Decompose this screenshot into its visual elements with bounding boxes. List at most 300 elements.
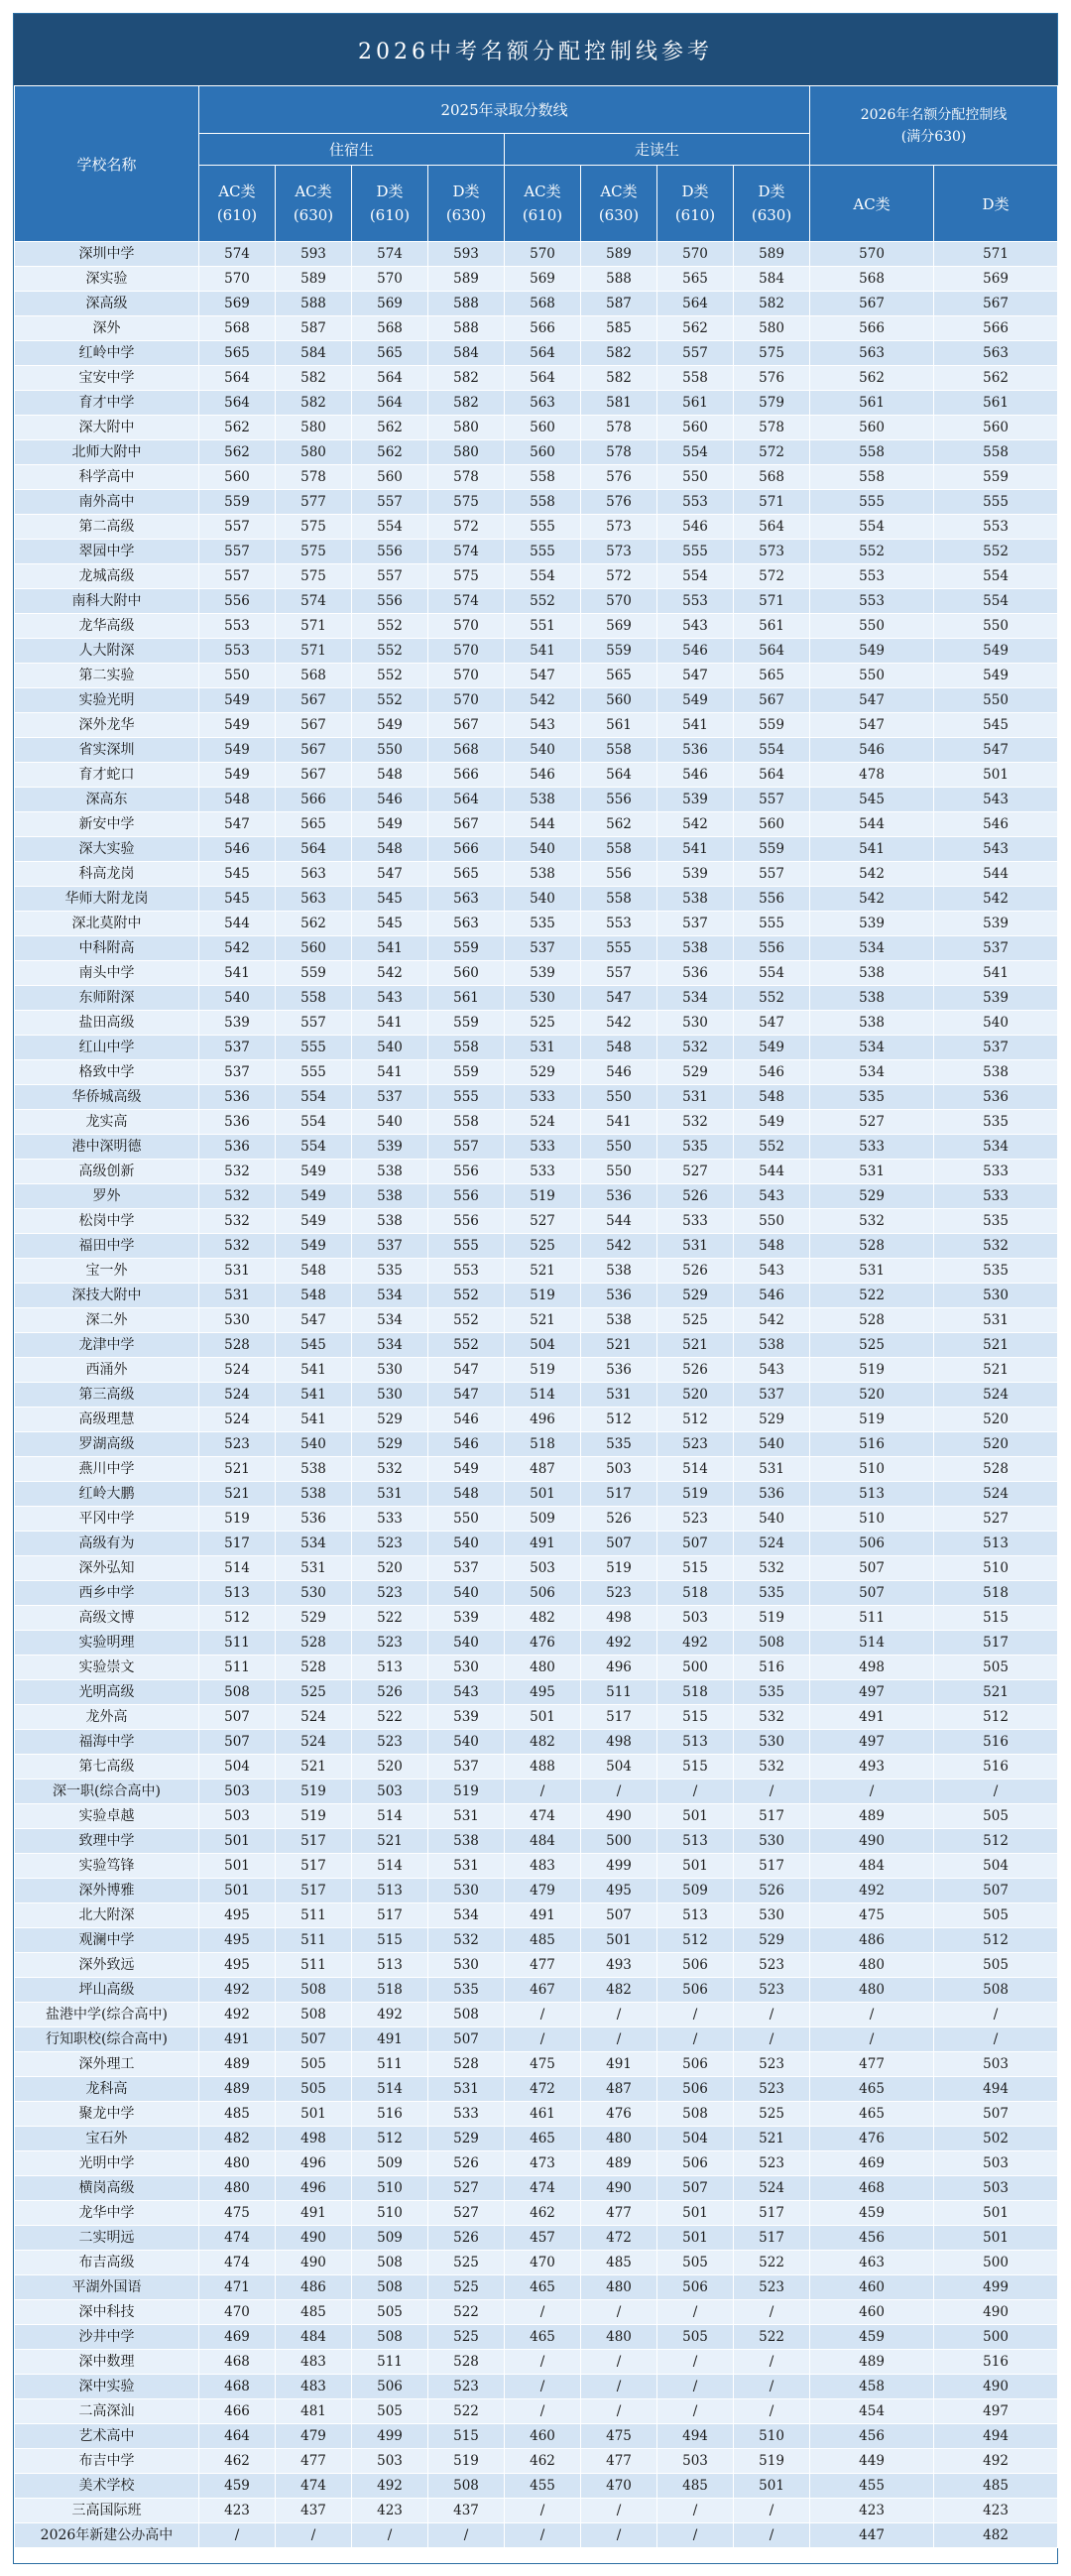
school-name-cell: 实验崇文: [15, 1656, 199, 1680]
score-cell: 570: [428, 688, 505, 713]
score-cell: /: [581, 2003, 657, 2027]
score-cell: 517: [581, 1482, 657, 1507]
school-name-cell: 南外高中: [15, 490, 199, 515]
score-cell: 524: [934, 1383, 1058, 1408]
header-2025-col: AC类 (630): [276, 166, 352, 242]
school-name-cell: 省实深圳: [15, 738, 199, 763]
score-cell: /: [505, 2027, 581, 2052]
score-cell: 492: [581, 1631, 657, 1656]
table-row: [15, 639, 1058, 664]
score-cell: 555: [810, 490, 934, 515]
score-cell: 460: [505, 2424, 581, 2449]
score-cell: 579: [734, 391, 810, 416]
score-cell: 517: [276, 1854, 352, 1879]
score-cell: /: [734, 2375, 810, 2399]
score-cell: 541: [581, 1110, 657, 1135]
score-cell: 554: [934, 589, 1058, 614]
score-cell: 511: [352, 2350, 428, 2375]
score-cell: 548: [199, 788, 276, 812]
score-cell: 538: [934, 1060, 1058, 1085]
score-cell: 569: [581, 614, 657, 639]
score-cell: 513: [657, 1903, 734, 1928]
score-cell: 531: [505, 1036, 581, 1060]
score-cell: 495: [199, 1953, 276, 1978]
table-row: [15, 763, 1058, 788]
score-cell: 536: [734, 1482, 810, 1507]
header-2025-col: D类 (630): [428, 166, 505, 242]
score-cell: 530: [657, 1011, 734, 1036]
score-cell: 554: [657, 440, 734, 465]
score-cell: 531: [428, 2077, 505, 2102]
table-row: [15, 490, 1058, 515]
score-cell: 564: [505, 341, 581, 366]
school-name-cell: 育才蛇口: [15, 763, 199, 788]
score-cell: 525: [428, 2325, 505, 2350]
score-cell: 505: [276, 2052, 352, 2077]
score-cell: 526: [428, 2151, 505, 2176]
score-cell: 559: [581, 639, 657, 664]
page-frame: [13, 13, 1058, 2564]
score-cell: 521: [199, 1457, 276, 1482]
score-cell: 524: [199, 1358, 276, 1383]
school-name-cell: 艺术高中: [15, 2424, 199, 2449]
score-cell: 484: [810, 1854, 934, 1879]
table-row: [15, 1011, 1058, 1036]
score-cell: 558: [428, 1110, 505, 1135]
score-cell: 537: [657, 912, 734, 936]
score-cell: 538: [657, 936, 734, 961]
score-cell: 572: [734, 440, 810, 465]
score-cell: 529: [734, 1408, 810, 1432]
score-cell: 539: [657, 862, 734, 887]
header-2025-col: D类 (630): [734, 166, 810, 242]
score-cell: 567: [810, 292, 934, 316]
score-cell: 511: [276, 1928, 352, 1953]
score-cell: 562: [581, 812, 657, 837]
score-cell: 567: [428, 713, 505, 738]
score-cell: 423: [810, 2499, 934, 2523]
score-cell: 559: [428, 936, 505, 961]
score-cell: 576: [581, 490, 657, 515]
table-row: [15, 936, 1058, 961]
score-cell: 423: [352, 2499, 428, 2523]
school-name-cell: 第二高级: [15, 515, 199, 540]
score-cell: 567: [276, 688, 352, 713]
score-cell: 571: [734, 589, 810, 614]
score-cell: /: [734, 2003, 810, 2027]
score-cell: 528: [428, 2052, 505, 2077]
score-cell: 447: [810, 2523, 934, 2548]
score-cell: 554: [934, 564, 1058, 589]
score-cell: 541: [276, 1408, 352, 1432]
score-cell: 561: [734, 614, 810, 639]
score-cell: 556: [352, 540, 428, 564]
score-cell: 531: [428, 1804, 505, 1829]
score-cell: 575: [428, 564, 505, 589]
score-cell: 553: [428, 1259, 505, 1284]
score-cell: 547: [810, 688, 934, 713]
score-cell: 538: [581, 1259, 657, 1284]
score-cell: 522: [352, 1705, 428, 1730]
score-cell: 483: [505, 1854, 581, 1879]
score-cell: 525: [505, 1234, 581, 1259]
score-cell: 536: [581, 1184, 657, 1209]
score-cell: 593: [276, 242, 352, 267]
score-cell: 582: [428, 391, 505, 416]
score-cell: 525: [276, 1680, 352, 1705]
score-cell: 580: [428, 416, 505, 440]
school-name-cell: 宝一外: [15, 1259, 199, 1284]
score-cell: 503: [352, 1779, 428, 1804]
score-cell: 508: [199, 1680, 276, 1705]
score-cell: 552: [734, 1135, 810, 1160]
table-row: [15, 242, 1058, 267]
table-row: [15, 1036, 1058, 1060]
score-cell: /: [734, 2399, 810, 2424]
score-cell: 546: [657, 515, 734, 540]
score-cell: 549: [276, 1209, 352, 1234]
table-row: [15, 1209, 1058, 1234]
score-cell: 571: [934, 242, 1058, 267]
score-cell: 522: [428, 2399, 505, 2424]
score-cell: /: [276, 2523, 352, 2548]
score-cell: 568: [505, 292, 581, 316]
table-row: [15, 1680, 1058, 1705]
score-cell: 584: [428, 341, 505, 366]
score-cell: /: [734, 2499, 810, 2523]
score-cell: 568: [199, 316, 276, 341]
score-cell: 552: [934, 540, 1058, 564]
score-cell: 589: [428, 267, 505, 292]
score-cell: 552: [734, 986, 810, 1011]
score-cell: 498: [276, 2127, 352, 2151]
score-cell: 503: [581, 1457, 657, 1482]
score-cell: 534: [352, 1284, 428, 1308]
score-cell: 525: [428, 2275, 505, 2300]
score-cell: 553: [810, 564, 934, 589]
score-cell: 492: [352, 2474, 428, 2499]
score-cell: 521: [352, 1829, 428, 1854]
header-2026-col: D类: [934, 166, 1058, 242]
score-cell: 549: [276, 1160, 352, 1184]
school-name-cell: 红岭大鹏: [15, 1482, 199, 1507]
school-name-cell: 高级理慧: [15, 1408, 199, 1432]
score-cell: 536: [657, 738, 734, 763]
header-2026-col: AC类: [810, 166, 934, 242]
school-name-cell: 深圳中学: [15, 242, 199, 267]
score-cell: 554: [810, 515, 934, 540]
score-cell: 544: [581, 1209, 657, 1234]
score-cell: 518: [505, 1432, 581, 1457]
score-cell: 476: [505, 1631, 581, 1656]
score-cell: 530: [428, 1656, 505, 1680]
score-cell: 492: [199, 2003, 276, 2027]
score-cell: 537: [199, 1036, 276, 1060]
score-cell: 526: [352, 1680, 428, 1705]
school-name-cell: 深大附中: [15, 416, 199, 440]
score-cell: 547: [810, 713, 934, 738]
header-2025-col: AC类 (610): [199, 166, 276, 242]
score-cell: 540: [276, 1432, 352, 1457]
table-row: [15, 912, 1058, 936]
score-cell: 498: [581, 1606, 657, 1631]
school-name-cell: 翠园中学: [15, 540, 199, 564]
score-cell: 578: [734, 416, 810, 440]
score-cell: 538: [276, 1482, 352, 1507]
school-name-cell: 平冈中学: [15, 1507, 199, 1532]
table-row: [15, 1656, 1058, 1680]
score-cell: 549: [734, 1036, 810, 1060]
score-cell: 468: [810, 2176, 934, 2201]
score-cell: 532: [352, 1457, 428, 1482]
score-cell: 550: [934, 614, 1058, 639]
score-cell: 517: [734, 1804, 810, 1829]
score-cell: 477: [581, 2449, 657, 2474]
score-cell: 528: [810, 1234, 934, 1259]
score-cell: 529: [352, 1432, 428, 1457]
score-cell: 557: [581, 961, 657, 986]
score-cell: 505: [934, 1953, 1058, 1978]
score-cell: 550: [581, 1085, 657, 1110]
score-cell: 558: [428, 1036, 505, 1060]
table-row: [15, 1383, 1058, 1408]
score-cell: 455: [505, 2474, 581, 2499]
school-name-cell: 格致中学: [15, 1060, 199, 1085]
score-cell: 514: [352, 2077, 428, 2102]
score-cell: 536: [934, 1085, 1058, 1110]
school-name-cell: 西乡中学: [15, 1581, 199, 1606]
score-cell: 548: [581, 1036, 657, 1060]
score-cell: 495: [505, 1680, 581, 1705]
score-cell: 549: [199, 713, 276, 738]
score-cell: 509: [352, 2226, 428, 2251]
table-row: [15, 1259, 1058, 1284]
score-cell: 512: [199, 1606, 276, 1631]
score-cell: 546: [657, 639, 734, 664]
score-cell: 489: [199, 2077, 276, 2102]
score-cell: /: [657, 2399, 734, 2424]
score-cell: 530: [734, 1903, 810, 1928]
table-row: [15, 2052, 1058, 2077]
table-row: [15, 2325, 1058, 2350]
school-name-cell: 深二外: [15, 1308, 199, 1333]
score-cell: 536: [657, 961, 734, 986]
table-row: [15, 1755, 1058, 1779]
school-name-cell: 龙城高级: [15, 564, 199, 589]
score-cell: 513: [810, 1482, 934, 1507]
table-row: [15, 1060, 1058, 1085]
score-cell: 480: [199, 2176, 276, 2201]
score-cell: /: [581, 2350, 657, 2375]
score-cell: 507: [934, 2102, 1058, 2127]
score-cell: 522: [734, 2251, 810, 2275]
score-cell: 531: [934, 1308, 1058, 1333]
score-cell: 513: [352, 1953, 428, 1978]
score-cell: 584: [734, 267, 810, 292]
score-cell: 564: [581, 763, 657, 788]
score-cell: 530: [505, 986, 581, 1011]
score-cell: 550: [810, 664, 934, 688]
school-name-cell: 深北莫附中: [15, 912, 199, 936]
score-cell: 545: [352, 887, 428, 912]
score-cell: 557: [352, 564, 428, 589]
score-cell: 501: [505, 1482, 581, 1507]
score-cell: 560: [505, 440, 581, 465]
score-cell: 555: [934, 490, 1058, 515]
score-cell: 550: [581, 1135, 657, 1160]
score-cell: /: [934, 2003, 1058, 2027]
school-name-cell: 红岭中学: [15, 341, 199, 366]
score-cell: 589: [734, 242, 810, 267]
table-row: [15, 2027, 1058, 2052]
score-cell: 588: [276, 292, 352, 316]
score-cell: 526: [428, 2226, 505, 2251]
school-name-cell: 深外博雅: [15, 1879, 199, 1903]
score-cell: 533: [352, 1507, 428, 1532]
score-cell: 556: [428, 1160, 505, 1184]
score-cell: 545: [810, 788, 934, 812]
score-cell: 552: [352, 688, 428, 713]
score-cell: 485: [276, 2300, 352, 2325]
score-cell: 542: [505, 688, 581, 713]
score-cell: 546: [934, 812, 1058, 837]
score-cell: 572: [581, 564, 657, 589]
score-cell: 538: [734, 1333, 810, 1358]
score-cell: 496: [276, 2176, 352, 2201]
score-cell: 508: [352, 2275, 428, 2300]
score-cell: 482: [199, 2127, 276, 2151]
score-cell: 538: [352, 1184, 428, 1209]
score-cell: 518: [352, 1978, 428, 2003]
score-cell: 480: [581, 2275, 657, 2300]
score-cell: 541: [657, 713, 734, 738]
score-cell: 542: [810, 862, 934, 887]
score-cell: 506: [657, 2052, 734, 2077]
table-row: [15, 515, 1058, 540]
school-name-cell: 深高东: [15, 788, 199, 812]
score-cell: 509: [352, 2151, 428, 2176]
school-name-cell: 实验卓越: [15, 1804, 199, 1829]
score-cell: 523: [734, 2275, 810, 2300]
score-cell: 547: [276, 1308, 352, 1333]
score-cell: 521: [934, 1680, 1058, 1705]
score-cell: 505: [934, 1903, 1058, 1928]
table-row: [15, 738, 1058, 763]
score-cell: 517: [734, 1854, 810, 1879]
score-cell: 560: [276, 936, 352, 961]
score-cell: 546: [428, 1408, 505, 1432]
score-cell: 556: [581, 862, 657, 887]
score-cell: 506: [352, 2375, 428, 2399]
score-cell: 499: [352, 2424, 428, 2449]
score-cell: 505: [934, 1804, 1058, 1829]
score-cell: 468: [199, 2375, 276, 2399]
table-row: [15, 1408, 1058, 1432]
score-table: [14, 85, 1058, 2548]
score-cell: /: [734, 2523, 810, 2548]
score-cell: 564: [657, 292, 734, 316]
table-row: [15, 862, 1058, 887]
score-cell: 485: [934, 2474, 1058, 2499]
score-cell: 528: [276, 1631, 352, 1656]
score-cell: 549: [199, 688, 276, 713]
score-cell: /: [505, 2399, 581, 2424]
score-cell: 552: [505, 589, 581, 614]
score-cell: 512: [657, 1928, 734, 1953]
score-cell: 519: [581, 1556, 657, 1581]
score-cell: 538: [505, 862, 581, 887]
score-cell: 495: [581, 1879, 657, 1903]
score-cell: 497: [810, 1680, 934, 1705]
score-cell: 524: [276, 1705, 352, 1730]
score-cell: 548: [276, 1259, 352, 1284]
score-cell: 557: [199, 515, 276, 540]
score-cell: 501: [657, 1804, 734, 1829]
score-cell: 462: [505, 2449, 581, 2474]
score-cell: 538: [276, 1457, 352, 1482]
score-cell: 527: [428, 2176, 505, 2201]
score-cell: 528: [276, 1656, 352, 1680]
school-name-cell: 新安中学: [15, 812, 199, 837]
score-cell: 516: [810, 1432, 934, 1457]
score-cell: 469: [810, 2151, 934, 2176]
score-cell: 569: [934, 267, 1058, 292]
school-name-cell: 盐田高级: [15, 1011, 199, 1036]
score-cell: 559: [428, 1011, 505, 1036]
score-cell: 568: [734, 465, 810, 490]
score-cell: /: [505, 2523, 581, 2548]
score-cell: 535: [810, 1085, 934, 1110]
score-cell: 549: [657, 688, 734, 713]
score-cell: 535: [734, 1581, 810, 1606]
score-cell: 544: [199, 912, 276, 936]
table-row: [15, 1432, 1058, 1457]
table-row: [15, 440, 1058, 465]
score-cell: 561: [428, 986, 505, 1011]
table-row: [15, 2251, 1058, 2275]
score-cell: 531: [199, 1284, 276, 1308]
header-2025-col: D类 (610): [657, 166, 734, 242]
table-row: [15, 1854, 1058, 1879]
score-cell: 527: [428, 2201, 505, 2226]
score-cell: 514: [505, 1383, 581, 1408]
score-cell: 538: [352, 1209, 428, 1234]
school-name-cell: 横岗高级: [15, 2176, 199, 2201]
score-cell: 520: [934, 1432, 1058, 1457]
score-cell: 489: [581, 2151, 657, 2176]
school-name-cell: 龙科高: [15, 2077, 199, 2102]
score-cell: 532: [734, 1556, 810, 1581]
score-cell: 465: [505, 2127, 581, 2151]
score-cell: 573: [581, 515, 657, 540]
score-cell: /: [581, 2399, 657, 2424]
score-cell: 532: [810, 1209, 934, 1234]
table-row: [15, 2523, 1058, 2548]
score-cell: 551: [505, 614, 581, 639]
score-cell: 556: [428, 1184, 505, 1209]
score-cell: 513: [657, 1829, 734, 1854]
score-cell: 495: [199, 1903, 276, 1928]
score-cell: 524: [734, 2176, 810, 2201]
score-cell: 482: [505, 1730, 581, 1755]
table-row: [15, 2474, 1058, 2499]
score-cell: 465: [810, 2077, 934, 2102]
score-cell: 530: [428, 1953, 505, 1978]
score-cell: 523: [352, 1730, 428, 1755]
school-name-cell: 深高级: [15, 292, 199, 316]
table-row: [15, 1160, 1058, 1184]
score-cell: 531: [352, 1482, 428, 1507]
